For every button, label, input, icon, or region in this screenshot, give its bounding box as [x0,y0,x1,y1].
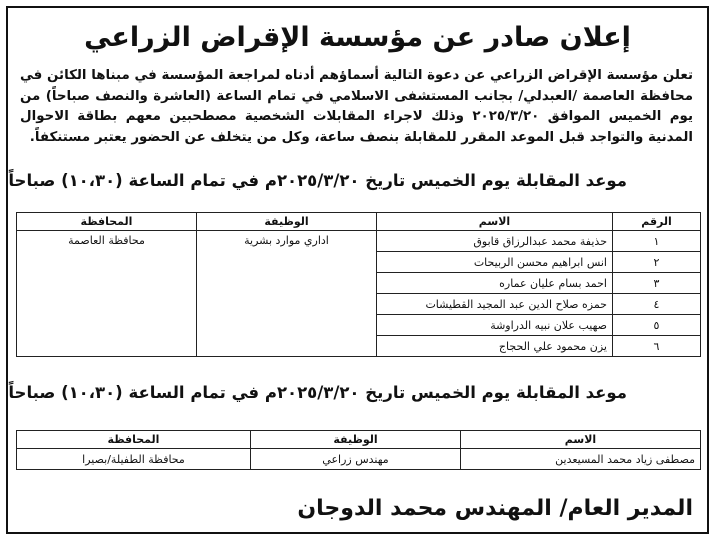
row-governorate: محافظة العاصمة [17,231,197,357]
row-name: حذيفة محمد عبدالرزاق قابوق [377,231,613,252]
announcement-title: إعلان صادر عن مؤسسة الإقراض الزراعي [84,22,631,53]
row-name: احمد بسام عليان عماره [377,273,613,294]
row-num: ٦ [613,336,701,357]
signature-line: المدير العام/ المهندس محمد الدوجان [297,496,693,521]
interview-heading-2: موعد المقابلة يوم الخميس تاريخ ٢٠٢٥/٣/٢٠م في تمام الساعة (١٠،٣٠) صباحاً [8,383,627,402]
announcement-body: تعلن مؤسسة الإقراض الزراعي عن دعوة التالية أسماؤهم أدناه لمراجعة المؤسسة في مبناها الكائن في محافظة العاصمة /العبدلي/ بجانب المستشفى الاسلامي في تمام الساعة (العاشرة والنصف صباحاً) من يوم الخميس الموافق ٢٠٢٥/٣/٢٠ وذلك لاجراء المقابلات الشخصية مصطحبين معهم بطاقة الاحوال المدنية والتواجد قبل الموعد المقرر للمقابلة بنصف ساعة، وكل من يتخلف عن الحضور يعتبر مستنكفاً. [20,68,693,145]
row-job: اداري موارد بشرية [197,231,377,357]
row-num: ٥ [613,315,701,336]
candidates-table-2 [16,430,701,470]
row-num: ٤ [613,294,701,315]
row-name: انس ابراهيم محسن الربيحات [377,252,613,273]
row-governorate: محافظة الطفيلة/بصيرا [17,449,251,470]
announcement-page [6,6,709,534]
header-num: الرقم [613,213,701,231]
table-header-row [17,213,701,231]
row-num: ٢ [613,252,701,273]
header-governorate: المحافظة [17,431,251,449]
table-row [17,449,701,470]
table-row [17,231,701,252]
header-job: الوظيفة [251,431,461,449]
header-job: الوظيفة [197,213,377,231]
row-num: ٣ [613,273,701,294]
interview-heading-1: موعد المقابلة يوم الخميس تاريخ ٢٠٢٥/٣/٢٠م في تمام الساعة (١٠،٣٠) صباحاً [8,171,627,190]
row-name: يزن محمود علي الحجاج [377,336,613,357]
row-name: صهيب علان نبيه الدراوشة [377,315,613,336]
row-name: حمزه صلاح الدين عبد المجيد القطيشات [377,294,613,315]
row-name: مصطفى زياد محمد المسيعدين [461,449,701,470]
header-governorate: المحافظة [17,213,197,231]
header-name: الاسم [377,213,613,231]
row-job: مهندس زراعي [251,449,461,470]
table-header-row [17,431,701,449]
row-num: ١ [613,231,701,252]
header-name: الاسم [461,431,701,449]
candidates-table-1 [16,212,701,357]
